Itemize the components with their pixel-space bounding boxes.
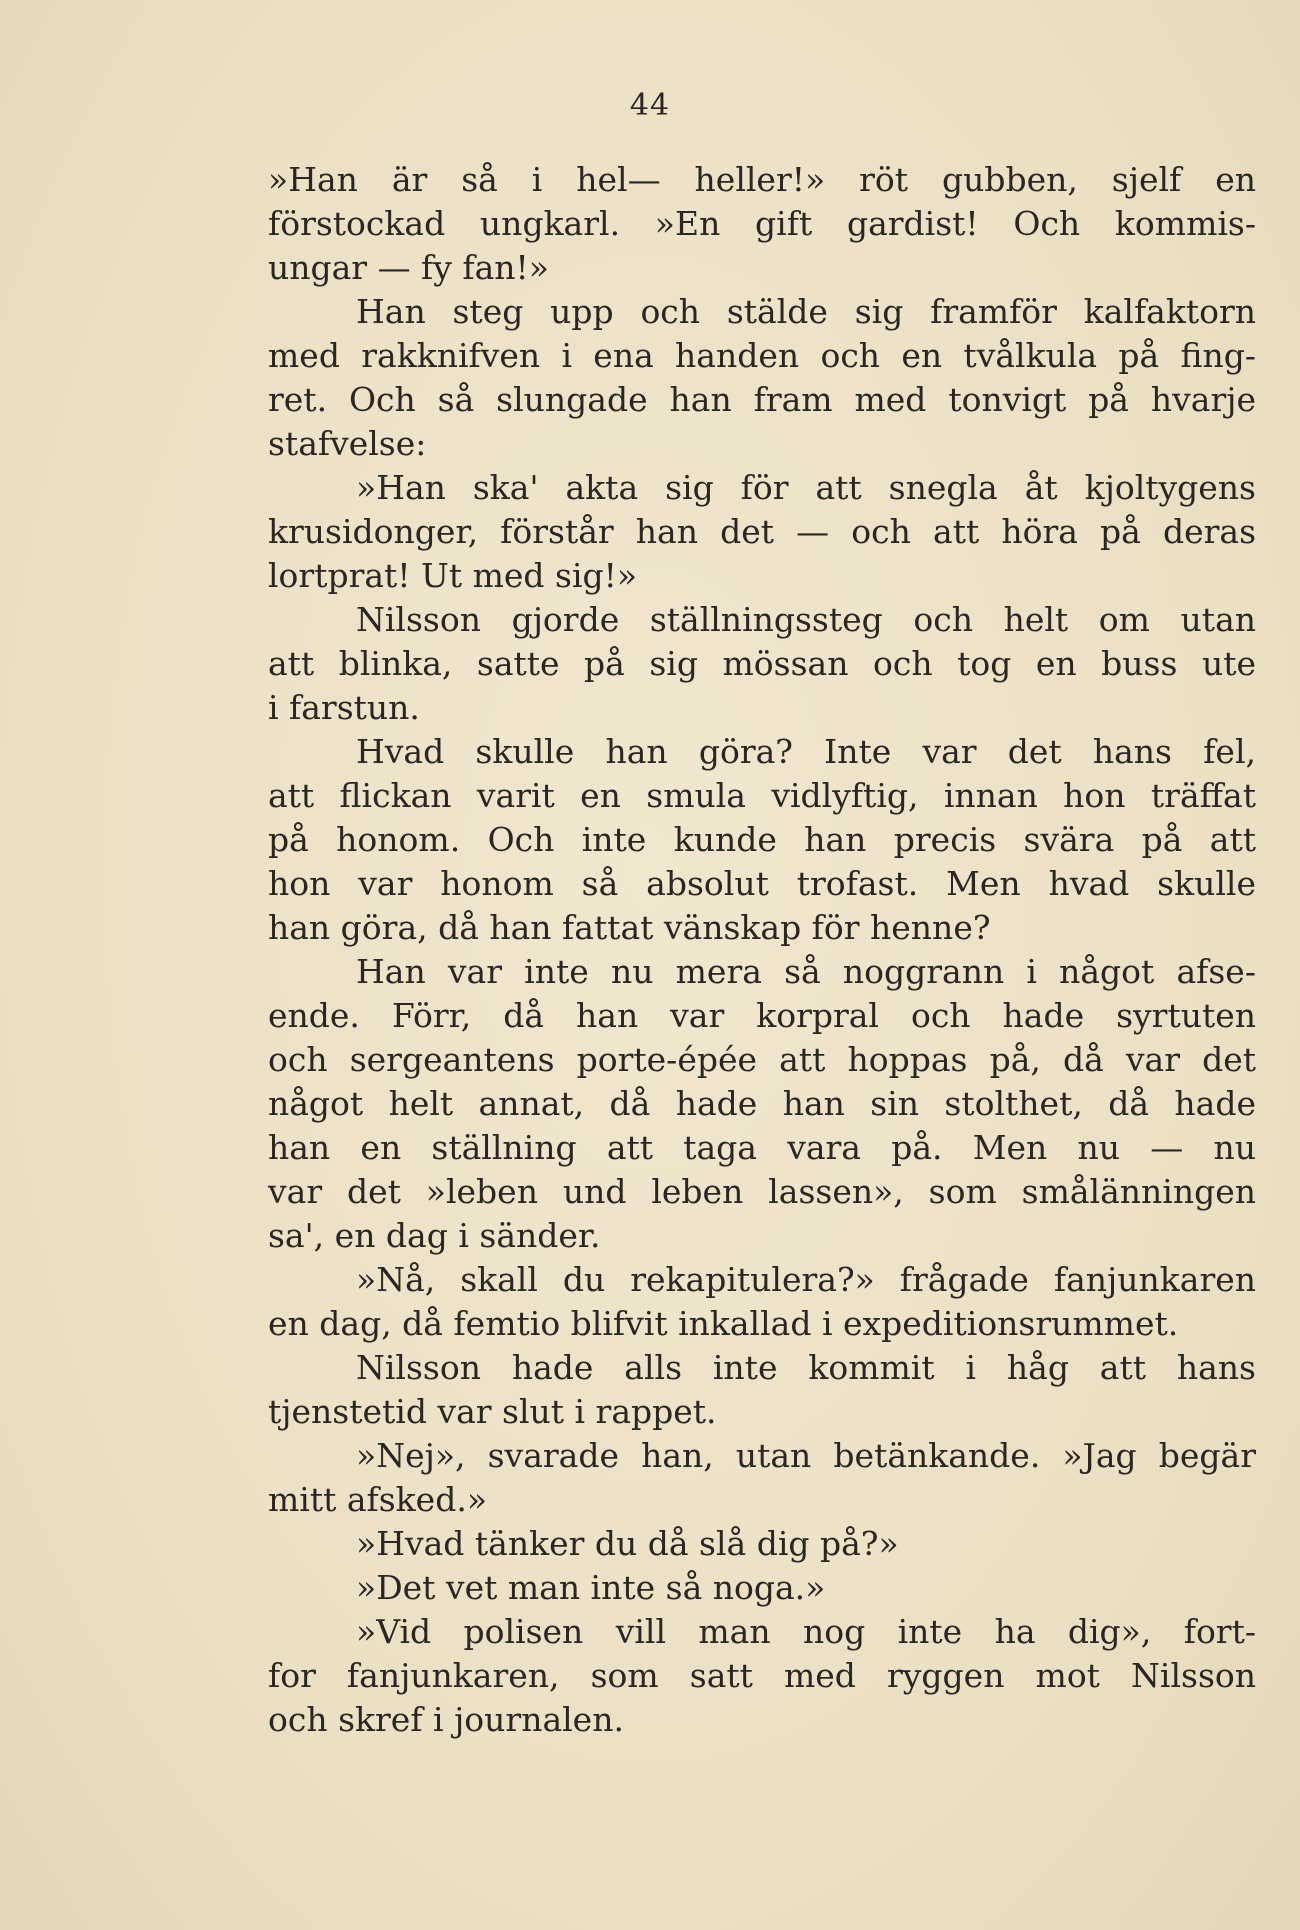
body-text bbox=[268, 158, 1256, 1742]
text-line: Hvad skulle han göra? Inte var det hans fel, bbox=[356, 732, 1256, 771]
text-line: for fanjunkaren, som satt med ryggen mot Nilsson bbox=[268, 1656, 1256, 1695]
text-line: »Det vet man inte så noga.» bbox=[356, 1568, 826, 1607]
text-line: och sergeantens porte-épée att hoppas på, då var det bbox=[268, 1040, 1256, 1079]
text-line: var det »leben und leben lassen», som smålänningen bbox=[268, 1172, 1256, 1211]
text-line: i farstun. bbox=[268, 688, 420, 727]
text-line: krusidonger, förstår han det — och att höra på deras bbox=[268, 512, 1256, 551]
text-line: »Nej», svarade han, utan betänkande. »Jag begär bbox=[356, 1436, 1256, 1475]
text-line: något helt annat, då hade han sin stolthet, då hade bbox=[268, 1084, 1256, 1123]
text-line: att flickan varit en smula vidlyftig, innan hon träffat bbox=[268, 776, 1256, 815]
text-line: Nilsson gjorde ställningssteg och helt om utan bbox=[356, 600, 1256, 639]
text-line: ret. Och så slungade han fram med tonvigt på hvarje bbox=[268, 380, 1256, 419]
text-line: Nilsson hade alls inte kommit i håg att hans bbox=[356, 1348, 1256, 1387]
text-line: en dag, då femtio blifvit inkallad i expeditionsrummet. bbox=[268, 1304, 1179, 1343]
text-line: lortprat! Ut med sig!» bbox=[268, 556, 638, 595]
text-line: ende. Förr, då han var korpral och hade syrtuten bbox=[268, 996, 1256, 1035]
page-number: 44 bbox=[629, 88, 671, 123]
text-line: Han steg upp och stälde sig framför kalfaktorn bbox=[356, 292, 1256, 331]
text-line: »Han är så i hel— heller!» röt gubben, sjelf en bbox=[268, 160, 1256, 199]
text-line: »Han ska' akta sig för att snegla åt kjoltygens bbox=[356, 468, 1256, 507]
text-line: med rakknifven i ena handen och en tvålkula på fing- bbox=[268, 336, 1256, 375]
text-line: att blinka, satte på sig mössan och tog en buss ute bbox=[268, 644, 1256, 683]
text-line: hon var honom så absolut trofast. Men hvad skulle bbox=[268, 864, 1256, 903]
text-line: stafvelse: bbox=[268, 424, 427, 463]
text-line: »Vid polisen vill man nog inte ha dig», fort- bbox=[356, 1612, 1256, 1651]
text-line: förstockad ungkarl. »En gift gardist! Och kommis- bbox=[268, 204, 1256, 243]
text-line: »Hvad tänker du då slå dig på?» bbox=[356, 1524, 899, 1563]
text-line: tjenstetid var slut i rappet. bbox=[268, 1392, 717, 1431]
text-line: ungar — fy fan!» bbox=[268, 248, 549, 287]
text-line: mitt afsked.» bbox=[268, 1480, 488, 1519]
text-line: han en ställning att taga vara på. Men nu — nu bbox=[268, 1128, 1256, 1167]
text-line: på honom. Och inte kunde han precis svära på att bbox=[268, 820, 1256, 859]
text-line: han göra, då han fattat vänskap för henne? bbox=[268, 908, 991, 947]
text-line: »Nå, skall du rekapitulera?» frågade fanjunkaren bbox=[356, 1260, 1256, 1299]
text-line: sa', en dag i sänder. bbox=[268, 1216, 601, 1255]
text-line: Han var inte nu mera så noggrann i något afse- bbox=[356, 952, 1256, 991]
text-line: och skref i journalen. bbox=[268, 1700, 624, 1739]
